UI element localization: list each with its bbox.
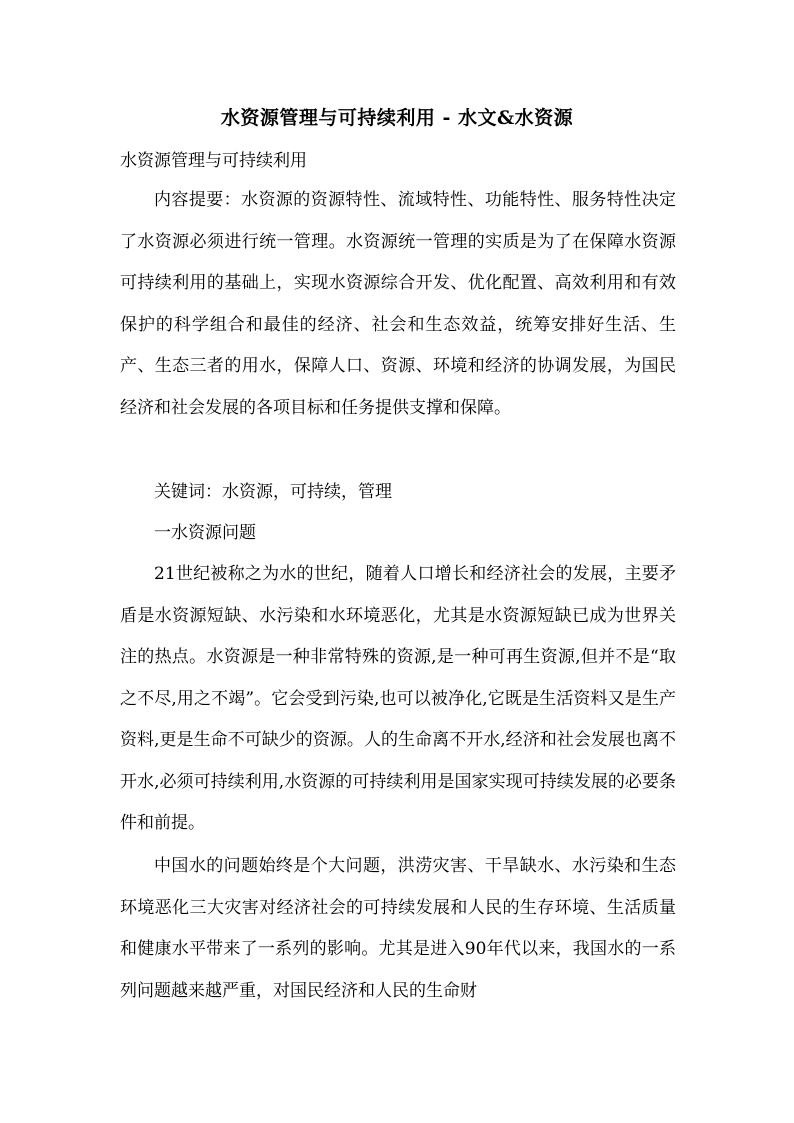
document-title: 水资源管理与可持续利用 - 水文&水资源 bbox=[220, 107, 574, 129]
keywords-paragraph: 关键词：水资源，可持续，管理 bbox=[154, 482, 392, 502]
abstract-paragraph: 内容提要：水资源的资源特性、流域特性、功能特性、服务特性决定了水资源必须进行统一管理。水资源统一管理的实质是为了在保障水资源可持续利用的基础上，实现水资源综合开发、优化配置、高效利用和有效保护的科学组合和最佳的经济、社会和生态效益，统筹安排好生活、生产、生态三者的用水，保障人口、资源、环境和经济的协调发展，为国民经济和社会发展的各项目标和任务提供支撑和保障。 bbox=[120, 190, 676, 418]
body-paragraph: 中国水的问题始终是个大问题，洪涝灾害、干旱缺水、水污染和生态环境恶化三大灾害对经济社会的可持续发展和人民的生存环境、生活质量和健康水平带来了一系列的影响。尤其是进入90年代以来，我国水的一系列问题越来越严重，对国民经济和人民的生命财 bbox=[120, 856, 676, 1001]
document-subtitle: 水资源管理与可持续利用 bbox=[120, 151, 307, 171]
body-paragraph: 21世纪被称之为水的世纪，随着人口增长和经济社会的发展，主要矛盾是水资源短缺、水污染和水环境恶化，尤其是水资源短缺已成为世界关注的热点。水资源是一种非常特殊的资源,是一种可再生资源,但并不是“取之不尽,用之不竭”。它会受到污染,也可以被净化,它既是生活资料又是生产资料,更是生命不可缺少的资源。人的生命离不开水,经济和社会发展也离不开水,必须可持续利用,水资源的可持续利用是国家实现可持续发展的必要条件和前提。 bbox=[120, 564, 676, 833]
section-heading: 一水资源问题 bbox=[154, 523, 256, 543]
